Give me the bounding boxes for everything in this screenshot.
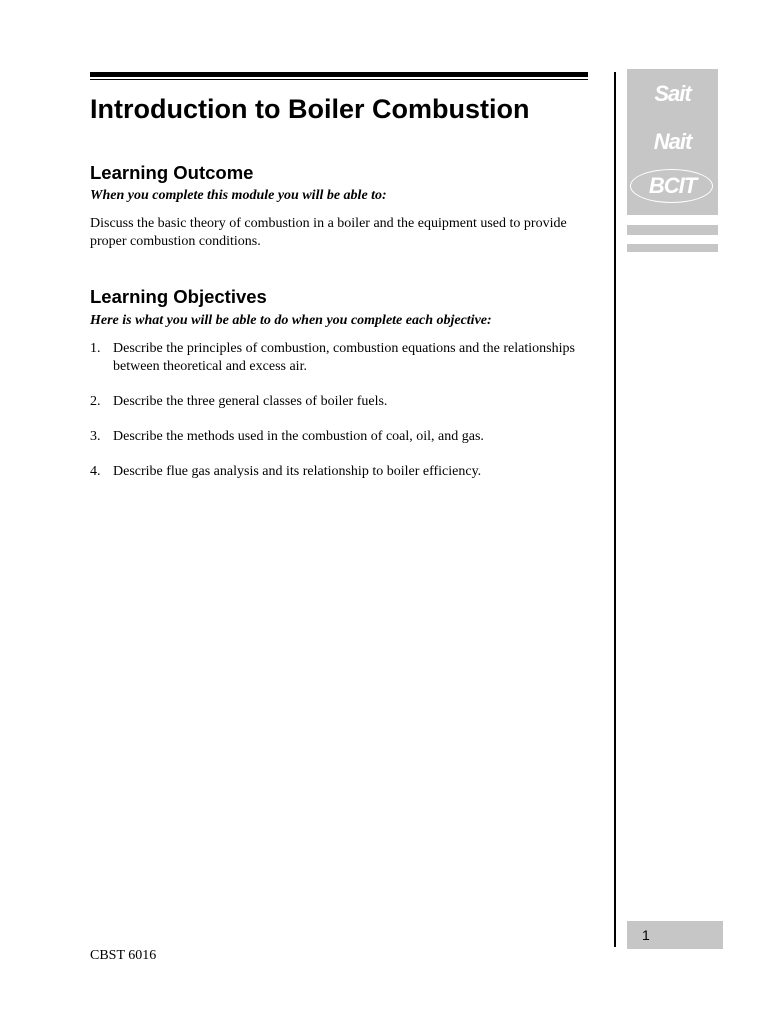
objective-item [90,463,580,481]
page-number-box [627,921,723,949]
objective-item [90,393,580,411]
objective-number: 3. [90,429,101,444]
objective-text: Describe the three general classes of boiler fuels. [113,394,388,409]
sait-logo: Sait [654,81,691,106]
learning-objectives-heading: Learning Objectives [90,286,267,307]
objective-item [90,340,580,376]
learning-outcome-subheading: When you complete this module you will be able to: [90,188,387,203]
objective-text: Describe the methods used in the combustion of coal, oil, and gas. [113,429,484,444]
objective-number: 4. [90,464,101,479]
objective-number: 1. [90,341,101,356]
bcit-logo: BCIT [648,173,697,198]
objectives-list [90,340,580,498]
page-number: 1 [642,927,650,943]
margin-rule [614,72,616,947]
objective-item [90,428,580,446]
footer-code: CBST 6016 [90,948,157,963]
learning-outcome-heading: Learning Outcome [90,162,254,183]
page-title: Introduction to Boiler Combustion [90,94,530,124]
nait-logo: Nait [653,129,692,154]
institution-logos [627,69,718,215]
sidebar-bar [627,225,718,235]
sidebar-bar [627,244,718,252]
objective-text: Describe flue gas analysis and its relationship to boiler efficiency. [113,464,482,479]
header-rule-thin [90,79,588,80]
objective-text: Describe the principles of combustion, combustion equations and the relationships between theoretical and excess air. [113,341,575,374]
learning-outcome-text: Discuss the basic theory of combustion in a boiler and the equipment used to provide proper combustion conditions. [90,216,567,249]
learning-objectives-subheading: Here is what you will be able to do when you complete each objective: [90,313,492,328]
header-rule [90,72,588,77]
objective-number: 2. [90,394,101,409]
